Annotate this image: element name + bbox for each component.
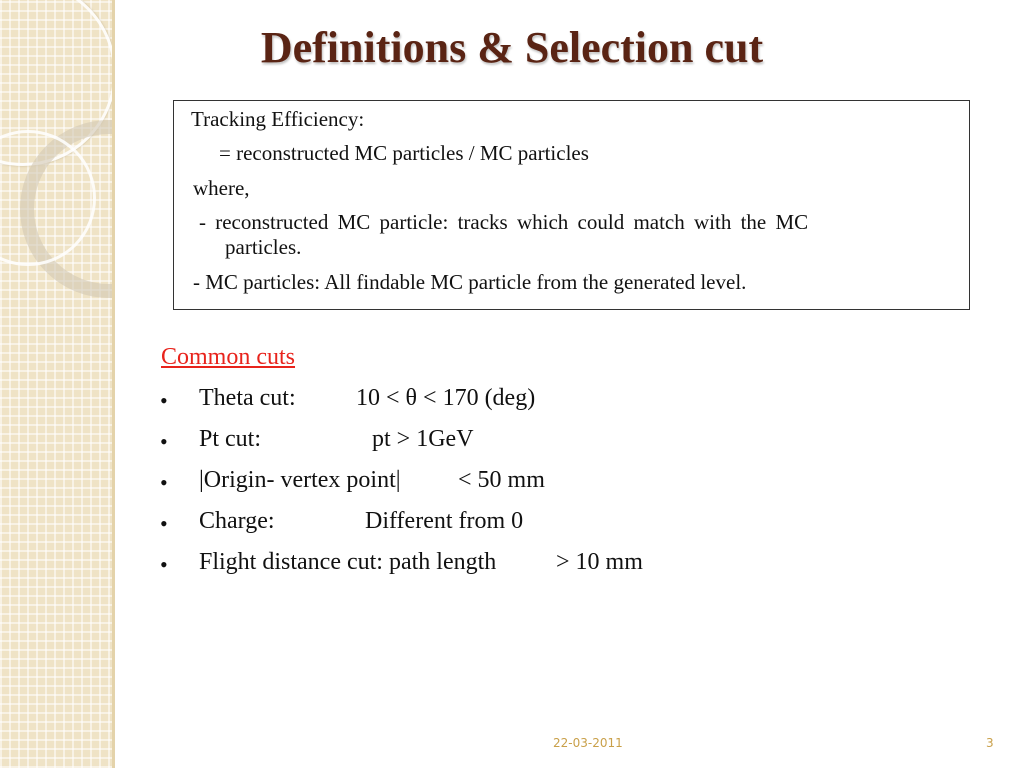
bullet-icon: •	[160, 429, 168, 454]
definition-item1-line1: - reconstructed MC particle: tracks which could match with the MC	[199, 210, 809, 234]
cut-label-pt: Pt cut:	[199, 426, 262, 452]
cut-value-pt: pt > 1GeV	[372, 426, 474, 452]
definition-formula: = reconstructed MC particles / MC particles	[219, 141, 589, 165]
definition-where: where,	[193, 176, 250, 200]
decorative-sidebar	[0, 0, 112, 768]
cut-value-charge: Different from 0	[365, 508, 524, 534]
bullet-icon: •	[160, 470, 168, 495]
slide-title: Definitions & Selection cut	[260, 23, 764, 72]
cut-label-origin: |Origin- vertex point|	[199, 467, 401, 493]
cut-value-flight: > 10 mm	[556, 549, 643, 575]
definition-item2: - MC particles: All findable MC particle from the generated level.	[193, 270, 747, 294]
cut-label-theta: Theta cut:	[199, 385, 296, 411]
sidebar-edge	[112, 0, 115, 768]
common-cuts-heading: Common cuts	[161, 344, 296, 370]
bullet-icon: •	[160, 552, 168, 577]
bullet-icon: •	[160, 511, 168, 536]
cut-label-flight: Flight distance cut: path length	[199, 549, 497, 575]
cut-value-theta: 10 < θ < 170 (deg)	[356, 385, 536, 411]
cut-value-origin: < 50 mm	[458, 467, 545, 493]
definition-item1-line2: particles.	[225, 235, 302, 259]
bullet-icon: •	[160, 388, 168, 413]
definition-box	[173, 100, 970, 310]
footer-date: 22-03-2011	[553, 736, 623, 750]
page-number: 3	[986, 736, 994, 750]
definition-heading: Tracking Efficiency:	[191, 107, 365, 131]
cut-label-charge: Charge:	[199, 508, 275, 534]
